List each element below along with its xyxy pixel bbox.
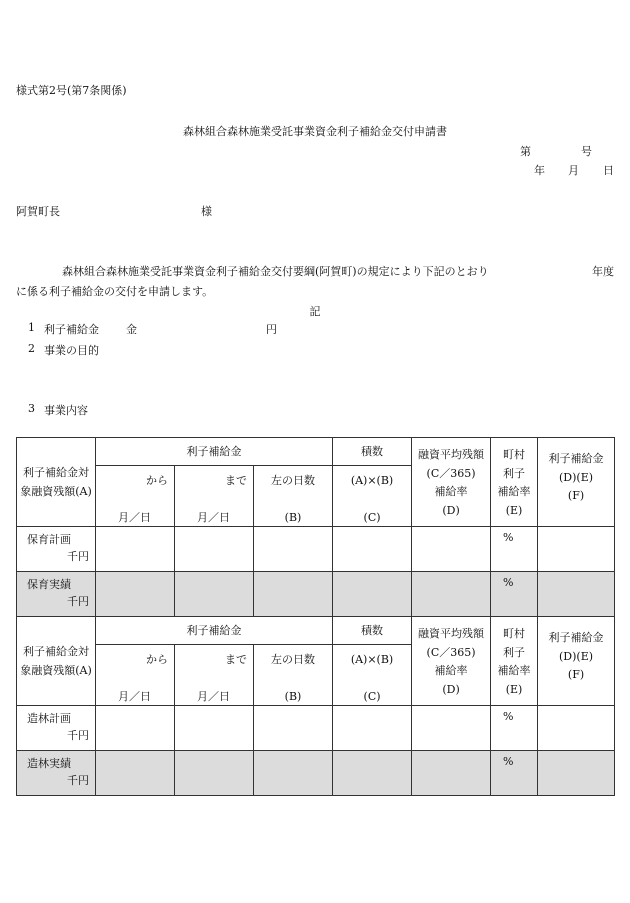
row-zorin-plan-unit: 千円 bbox=[67, 729, 89, 743]
header-average-balance bbox=[412, 438, 491, 527]
header-result-line2: (D)(E) bbox=[559, 470, 594, 484]
table-cell[interactable] bbox=[538, 751, 615, 796]
header-to-label: まで bbox=[225, 653, 247, 666]
item-2-label: 事業の目的 bbox=[44, 344, 99, 357]
row-zorin-plan-title: 造林計画 bbox=[27, 712, 71, 725]
header-to bbox=[175, 466, 254, 527]
header-f: (F) bbox=[567, 668, 585, 682]
row-hoiku-actual-rate[interactable] bbox=[491, 572, 538, 617]
table-cell[interactable] bbox=[412, 527, 491, 572]
table-cell[interactable] bbox=[333, 751, 412, 796]
form-number: 様式第2号(第7条関係) bbox=[16, 84, 127, 97]
table-cell[interactable] bbox=[175, 751, 254, 796]
header-average-line1: 融資平均残額 bbox=[418, 627, 485, 640]
header-average-line2: (C／365) bbox=[426, 645, 476, 659]
table-cell[interactable] bbox=[538, 706, 615, 751]
header-average-line3: 補給率 bbox=[434, 485, 468, 499]
header-rishi: 利子補給金 bbox=[96, 617, 333, 645]
table-cell[interactable] bbox=[333, 706, 412, 751]
header-d: (D) bbox=[442, 504, 460, 518]
header-to bbox=[175, 645, 254, 706]
row-hoiku-plan-title: 保育計画 bbox=[27, 533, 71, 546]
header-sekisu: 積数 bbox=[333, 438, 412, 466]
header-from-label: から bbox=[146, 653, 168, 666]
table-cell[interactable] bbox=[538, 572, 615, 617]
header-days-label: 左の日数 bbox=[271, 474, 316, 487]
item-1-label: 利子補給金 bbox=[44, 323, 99, 336]
table-cell[interactable] bbox=[96, 572, 175, 617]
item-3-label: 事業内容 bbox=[44, 404, 88, 417]
header-result bbox=[538, 617, 615, 706]
header-e: (E) bbox=[505, 683, 523, 697]
row-hoiku-plan-label bbox=[17, 527, 96, 572]
document-title: 森林組合森林施業受託事業資金利子補給金交付申請書 bbox=[183, 125, 447, 138]
table-cell[interactable] bbox=[538, 527, 615, 572]
table-cell[interactable] bbox=[412, 706, 491, 751]
doc-number-suffix: 号 bbox=[581, 145, 592, 158]
header-average-line3: 補給率 bbox=[434, 664, 468, 678]
header-b: (B) bbox=[284, 690, 302, 704]
table-cell[interactable] bbox=[96, 527, 175, 572]
header-average-balance bbox=[412, 617, 491, 706]
header-c: (C) bbox=[363, 690, 381, 704]
date-month: 月 bbox=[568, 164, 579, 177]
header-from-unit: 月／日 bbox=[118, 690, 151, 704]
header-average-line2: (C／365) bbox=[426, 466, 476, 480]
table-cell[interactable] bbox=[96, 706, 175, 751]
table-cell[interactable] bbox=[254, 751, 333, 796]
header-from-label: から bbox=[146, 474, 168, 487]
row-hoiku-plan-unit: 千円 bbox=[67, 550, 89, 564]
header-choson-line1: 町村 bbox=[503, 448, 526, 461]
row-hoiku-actual-title: 保育実績 bbox=[27, 578, 71, 591]
header-d: (D) bbox=[442, 683, 460, 697]
header-product bbox=[333, 645, 412, 706]
subsidy-table-hoiku bbox=[16, 437, 615, 617]
header-axb: (A)×(B) bbox=[350, 474, 394, 487]
header-loan-balance-line2: 象融資残額(A) bbox=[20, 484, 92, 498]
header-days bbox=[254, 466, 333, 527]
header-choson-rate bbox=[491, 617, 538, 706]
table-cell[interactable] bbox=[175, 706, 254, 751]
row-zorin-plan-rate[interactable] bbox=[491, 706, 538, 751]
body-nendo: 年度 bbox=[592, 265, 614, 278]
ki-heading: 記 bbox=[309, 305, 321, 318]
header-to-unit: 月／日 bbox=[197, 690, 230, 704]
body-line-1: 森林組合森林施業受託事業資金利子補給金交付要綱(阿賀町)の規定により下記のとおり bbox=[62, 265, 489, 278]
row-hoiku-actual-label bbox=[17, 572, 96, 617]
header-from bbox=[96, 645, 175, 706]
header-choson-line1: 町村 bbox=[503, 627, 526, 640]
row-zorin-actual-label bbox=[17, 751, 96, 796]
addressee-honorific: 様 bbox=[201, 205, 212, 218]
header-c: (C) bbox=[363, 511, 381, 525]
header-from bbox=[96, 466, 175, 527]
table-cell[interactable] bbox=[333, 572, 412, 617]
item-1-number: 1 bbox=[28, 321, 35, 334]
addressee-name: 阿賀町長 bbox=[16, 205, 60, 218]
table-cell[interactable] bbox=[254, 572, 333, 617]
header-b: (B) bbox=[284, 511, 302, 525]
row-hoiku-plan-rate[interactable] bbox=[491, 527, 538, 572]
percent-sign: % bbox=[503, 710, 514, 723]
header-axb: (A)×(B) bbox=[350, 653, 394, 666]
item-1-yen: 円 bbox=[266, 323, 277, 336]
table-cell[interactable] bbox=[333, 527, 412, 572]
header-loan-balance-line1: 利子補給金対 bbox=[23, 466, 89, 479]
row-zorin-actual-rate[interactable] bbox=[491, 751, 538, 796]
header-loan-balance-line2: 象融資残額(A) bbox=[20, 663, 92, 677]
row-zorin-actual-title: 造林実績 bbox=[27, 757, 71, 770]
header-result bbox=[538, 438, 615, 527]
header-days bbox=[254, 645, 333, 706]
header-result-line1: 利子補給金 bbox=[548, 631, 604, 644]
header-loan-balance bbox=[17, 438, 96, 527]
date-year: 年 bbox=[534, 164, 545, 177]
table-cell[interactable] bbox=[254, 527, 333, 572]
item-1-kin: 金 bbox=[126, 323, 137, 336]
header-product bbox=[333, 466, 412, 527]
header-choson-line3: 補給率 bbox=[497, 485, 531, 499]
header-loan-balance-line1: 利子補給金対 bbox=[23, 645, 89, 658]
subsidy-table-zorin bbox=[16, 616, 615, 796]
header-days-label: 左の日数 bbox=[271, 653, 316, 666]
percent-sign: % bbox=[503, 531, 514, 544]
percent-sign: % bbox=[503, 755, 514, 768]
row-hoiku-actual-unit: 千円 bbox=[67, 595, 89, 609]
header-loan-balance bbox=[17, 617, 96, 706]
percent-sign: % bbox=[503, 576, 514, 589]
doc-number-prefix: 第 bbox=[520, 145, 531, 158]
table-cell[interactable] bbox=[96, 751, 175, 796]
table-cell[interactable] bbox=[412, 572, 491, 617]
header-choson-line2: 利子 bbox=[503, 645, 526, 659]
header-rishi: 利子補給金 bbox=[96, 438, 333, 466]
row-zorin-plan-label bbox=[17, 706, 96, 751]
header-e: (E) bbox=[505, 504, 523, 518]
header-from-unit: 月／日 bbox=[118, 511, 151, 525]
date-day: 日 bbox=[603, 164, 614, 177]
header-sekisu: 積数 bbox=[333, 617, 412, 645]
header-to-unit: 月／日 bbox=[197, 511, 230, 525]
table-cell[interactable] bbox=[175, 572, 254, 617]
header-result-line2: (D)(E) bbox=[559, 649, 594, 663]
header-to-label: まで bbox=[225, 474, 247, 487]
table-cell[interactable] bbox=[175, 527, 254, 572]
table-cell[interactable] bbox=[254, 706, 333, 751]
header-f: (F) bbox=[567, 489, 585, 503]
header-choson-line3: 補給率 bbox=[497, 664, 531, 678]
body-line-2: に係る利子補給金の交付を申請します。 bbox=[16, 285, 214, 298]
header-choson-line2: 利子 bbox=[503, 466, 526, 480]
item-3-number: 3 bbox=[28, 402, 35, 415]
table-cell[interactable] bbox=[412, 751, 491, 796]
header-result-line1: 利子補給金 bbox=[548, 452, 604, 465]
row-zorin-actual-unit: 千円 bbox=[67, 774, 89, 788]
header-average-line1: 融資平均残額 bbox=[418, 448, 485, 461]
item-2-number: 2 bbox=[28, 342, 35, 355]
header-choson-rate bbox=[491, 438, 538, 527]
